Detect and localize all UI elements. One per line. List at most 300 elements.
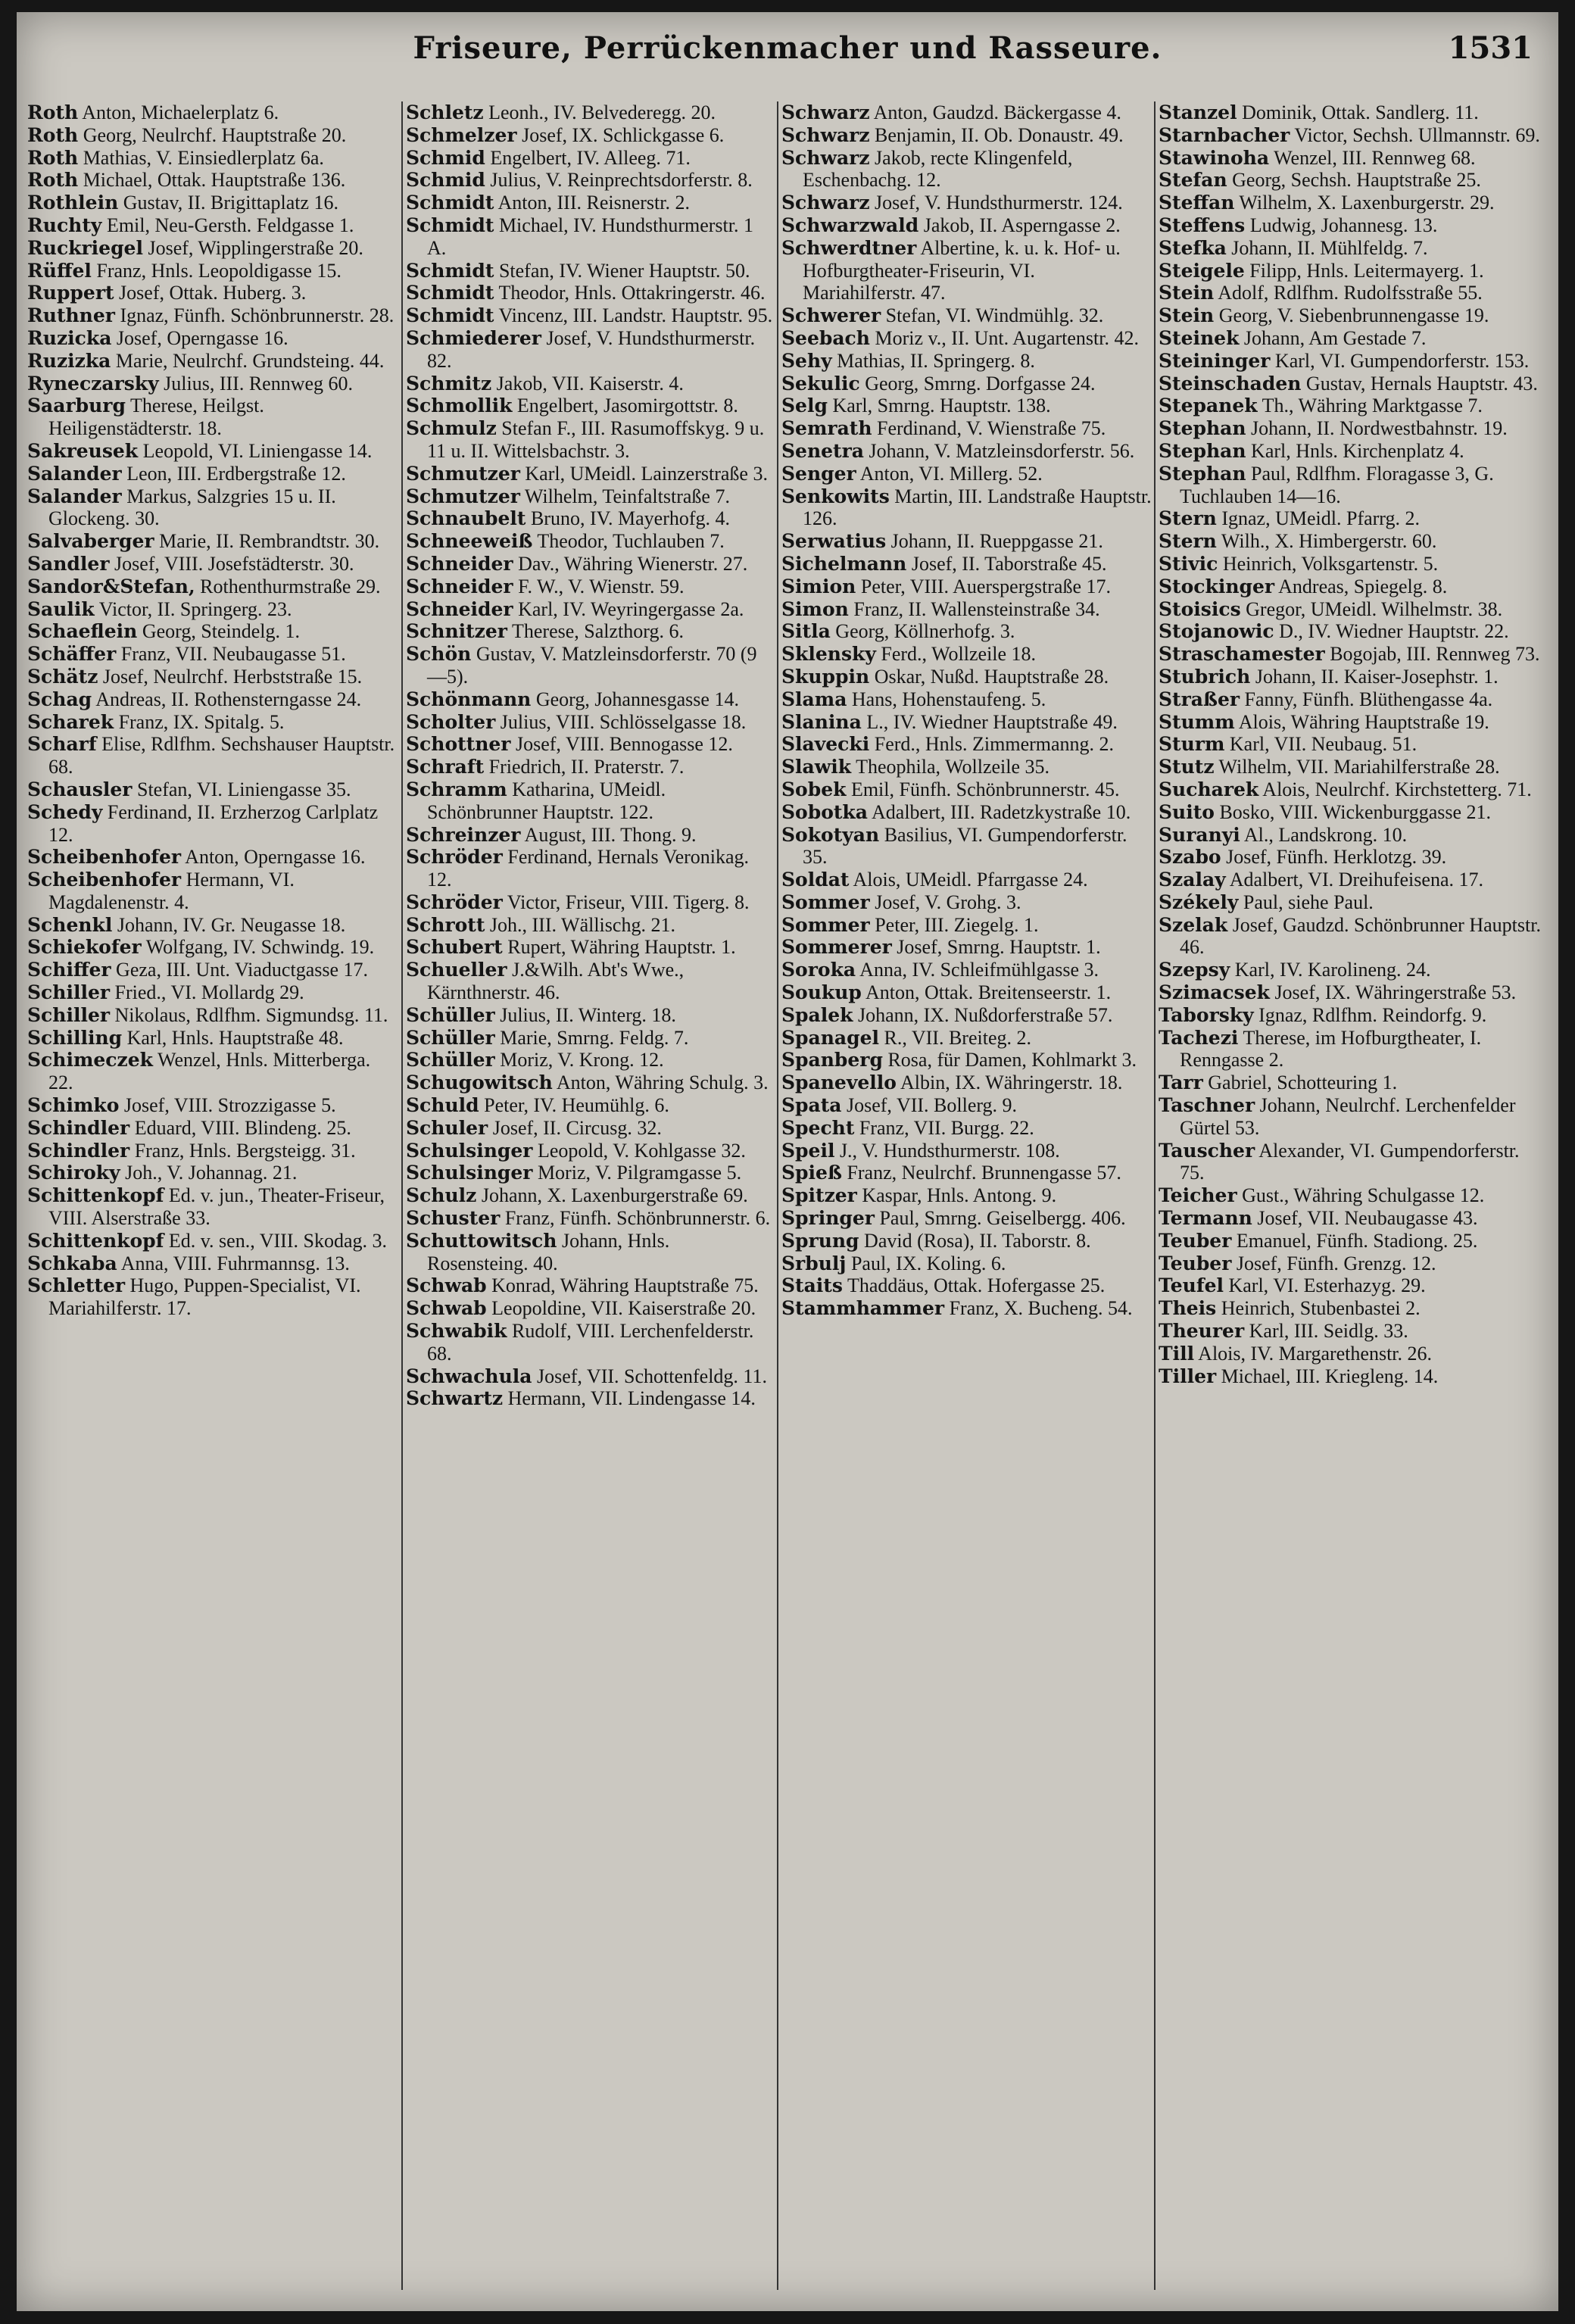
entry-details: Joh., III. Wällischg. 21. — [485, 913, 675, 936]
entry-surname: Schreinzer — [406, 823, 521, 846]
entry-details: Leopold, VI. Liniengasse 14. — [138, 439, 373, 462]
entry-surname: Szimacsek — [1159, 981, 1270, 1004]
entry-details: Josef, VIII. Josefstädterstr. 30. — [109, 552, 354, 575]
entry-surname: Schätz — [27, 665, 98, 688]
entry-details: Georg, Smrng. Dorfgasse 24. — [859, 372, 1096, 395]
entry-details: Rothenthurmstraße 29. — [195, 575, 381, 597]
entry-surname: Stockinger — [1159, 575, 1275, 597]
directory-entry — [27, 440, 400, 463]
entry-details: Georg, V. Siebenbrunnengasse 19. — [1214, 304, 1489, 327]
directory-entry — [781, 463, 1152, 485]
entry-details: Paul, IX. Koling. 6. — [846, 1252, 1006, 1274]
entry-surname: Slanina — [781, 710, 862, 733]
entry-surname: Ruckriegel — [27, 236, 143, 259]
entry-details: Josef, V. Grohg. 3. — [869, 891, 1021, 913]
entry-surname: Soldat — [781, 869, 850, 891]
entry-surname: Schneeweiß — [406, 530, 533, 553]
entry-surname: Schugowitsch — [406, 1072, 553, 1094]
entry-details: Emanuel, Fünfh. Stadiong. 25. — [1231, 1229, 1478, 1252]
entry-surname: Sommer — [781, 913, 870, 936]
directory-entry — [1159, 553, 1545, 576]
entry-details: Karl, Hnls. Kirchenplatz 4. — [1246, 439, 1464, 462]
entry-surname: Schrott — [406, 913, 485, 936]
entry-surname: Steffan — [1159, 192, 1235, 214]
entry-details: Johann, Neulrchf. Lerchenfelder Gürtel 53. — [1180, 1094, 1516, 1139]
entry-details: Johann, II. Kaiser-Josephstr. 1. — [1250, 665, 1499, 688]
entry-details: Franz, Hnls. Bergsteigg. 31. — [129, 1139, 356, 1162]
entry-details: Therese, im Hofburgtheater, I. Renngasse 2. — [1180, 1026, 1482, 1072]
entry-details: Karl, IV. Weyringergasse 2a. — [513, 597, 744, 620]
directory-entry — [781, 530, 1152, 553]
entry-surname: Speil — [781, 1139, 835, 1162]
entry-details: Josef, Wipplingerstraße 20. — [142, 236, 363, 259]
directory-entry — [406, 417, 775, 463]
entry-surname: Suranyi — [1159, 823, 1240, 846]
directory-entry — [27, 304, 400, 327]
entry-details: Johann, X. Laxenburgerstraße 69. — [476, 1184, 748, 1207]
directory-entry — [781, 553, 1152, 576]
directory-entry — [1159, 373, 1545, 395]
entry-surname: Stein — [1159, 304, 1215, 327]
directory-entry — [1159, 237, 1545, 260]
entry-details: Fanny, Fünfh. Blüthengasse 4a. — [1240, 688, 1493, 710]
entry-details: Konrad, Währing Hauptstraße 75. — [486, 1274, 759, 1297]
directory-entry — [1159, 576, 1545, 598]
entry-surname: Steinek — [1159, 326, 1240, 349]
directory-entry — [1159, 1297, 1545, 1320]
entry-surname: Schubert — [406, 936, 503, 959]
entry-surname: Schwabik — [406, 1320, 507, 1343]
entry-surname: Schwerdtner — [781, 236, 917, 259]
entry-details: Emil, Fünfh. Schönbrunnerstr. 45. — [846, 778, 1120, 800]
entry-details: Gustav, Hernals Hauptstr. 43. — [1301, 372, 1538, 395]
entry-surname: Stivic — [1159, 552, 1218, 575]
entry-details: Anton, Gaudzd. Bäckergasse 4. — [869, 101, 1121, 123]
directory-entry — [781, 1094, 1152, 1117]
entry-surname: Roth — [27, 146, 79, 169]
directory-entry — [781, 1140, 1152, 1162]
entry-details: Franz, VII. Burgg. 22. — [854, 1116, 1034, 1139]
directory-entry — [27, 620, 400, 643]
entry-surname: Schmutzer — [406, 485, 520, 507]
entry-surname: Schmid — [406, 169, 485, 192]
entry-surname: Salander — [27, 462, 122, 485]
directory-entry — [781, 1049, 1152, 1072]
directory-entry — [781, 1072, 1152, 1094]
entry-surname: Termann — [1159, 1207, 1252, 1230]
entry-surname: Sommerer — [781, 936, 892, 959]
directory-entry — [1159, 1252, 1545, 1275]
entry-surname: Schmutzer — [406, 462, 520, 485]
entry-details: F. W., V. Wienstr. 59. — [513, 575, 685, 597]
entry-details: Josef, VII. Neubaugasse 43. — [1252, 1207, 1478, 1230]
directory-entry — [1159, 1320, 1545, 1343]
entry-details: Karl, VI. Esterhazyg. 29. — [1223, 1274, 1426, 1297]
directory-entry — [781, 981, 1152, 1004]
entry-surname: Schiffer — [27, 959, 111, 981]
page-header — [17, 30, 1558, 83]
directory-entry — [781, 959, 1152, 981]
directory-entry — [27, 598, 400, 621]
entry-surname: Schramm — [406, 778, 507, 800]
entry-surname: Sobotka — [781, 800, 868, 823]
entry-details: Engelbert, IV. Alleeg. 71. — [485, 146, 691, 169]
entry-surname: Sitla — [781, 620, 831, 643]
directory-entry — [406, 688, 775, 711]
directory-entry — [781, 237, 1152, 304]
entry-details: Josef, VII. Bollerg. 9. — [841, 1094, 1018, 1117]
entry-surname: Teufel — [1159, 1274, 1224, 1297]
entry-surname: Slawik — [781, 756, 852, 778]
directory-entry — [1159, 756, 1545, 778]
entry-details: Franz, Neulrchf. Brunnengasse 57. — [841, 1162, 1121, 1184]
entry-surname: Senkowits — [781, 485, 890, 507]
entry-details: Bogojab, III. Rennweg 73. — [1324, 643, 1540, 666]
entry-details: Theodor, Tuchlauben 7. — [532, 530, 725, 553]
directory-entry — [27, 959, 400, 981]
entry-surname: Sandor&Stefan, — [27, 575, 195, 597]
entry-surname: Straßer — [1159, 688, 1240, 710]
entry-details: Franz, Fünfh. Schönbrunnerstr. 6. — [500, 1207, 771, 1230]
directory-entry — [1159, 1365, 1545, 1388]
directory-entry — [406, 214, 775, 260]
entry-surname: Schmidt — [406, 304, 494, 327]
entry-details: Albertine, k. u. k. Hof- u. Hofburgtheater-Friseurin, VI. Mariahilferstr. 47. — [803, 236, 1121, 304]
entry-details: Josef, II. Taborstraße 45. — [906, 552, 1107, 575]
directory-entry — [406, 282, 775, 304]
directory-entry — [27, 936, 400, 959]
directory-entry — [1159, 260, 1545, 282]
entry-details: Johann, II. Mühlfeldg. 7. — [1226, 236, 1428, 259]
entry-details: Michael, III. Kriegleng. 14. — [1216, 1365, 1439, 1387]
directory-entry — [27, 778, 400, 801]
entry-surname: Schittenkopf — [27, 1229, 164, 1252]
entry-details: Karl, III. Seidlg. 33. — [1244, 1320, 1408, 1343]
entry-details: Theodor, Hnls. Ottakringerstr. 46. — [494, 282, 766, 304]
directory-entry — [406, 1117, 775, 1140]
entry-surname: Schmulz — [406, 417, 497, 440]
entry-surname: Stoisics — [1159, 597, 1241, 620]
entry-details: Wolfgang, IV. Schwindg. 19. — [141, 936, 375, 959]
directory-entry — [781, 756, 1152, 778]
entry-surname: Specht — [781, 1116, 855, 1139]
entry-details: Elise, Rdlfhm. Sechshauser Hauptstr. 68. — [48, 733, 395, 778]
column-divider — [777, 101, 778, 2290]
entry-surname: Sobek — [781, 778, 847, 800]
entry-surname: Selg — [781, 395, 828, 417]
entry-surname: Schmidt — [406, 214, 494, 236]
directory-entry — [1159, 778, 1545, 801]
directory-entry — [1159, 801, 1545, 824]
entry-details: J.&Wilh. Abt's Wwe., Kärnthnerstr. 46. — [427, 959, 685, 1004]
entry-surname: Schwab — [406, 1274, 487, 1297]
directory-entry — [406, 101, 775, 124]
entry-details: R., VII. Breiteg. 2. — [879, 1026, 1031, 1049]
entry-details: Georg, Sechsh. Hauptstraße 25. — [1227, 169, 1481, 192]
entry-surname: Schulsinger — [406, 1139, 533, 1162]
entry-surname: Ruzicka — [27, 326, 112, 349]
directory-entry — [781, 869, 1152, 891]
entry-details: Vincenz, III. Landstr. Hauptstr. 95. — [494, 304, 773, 327]
entry-surname: Tauscher — [1159, 1139, 1255, 1162]
entry-details: Paul, siehe Paul. — [1238, 891, 1374, 913]
entry-details: Hermann, VI. Magdalenenstr. 4. — [48, 869, 295, 913]
entry-surname: Tarr — [1159, 1072, 1203, 1094]
entry-details: Wenzel, Hnls. Mitterberga. 22. — [48, 1049, 371, 1094]
entry-details: Gregor, UMeidl. Wilhelmstr. 38. — [1240, 597, 1503, 620]
directory-entry — [27, 1252, 400, 1275]
entry-surname: Teuber — [1159, 1229, 1232, 1252]
entry-details: Julius, VIII. Schlösselgasse 18. — [495, 710, 747, 733]
directory-entry — [1159, 643, 1545, 666]
entry-details: Markus, Salzgries 15 u. II. Glockeng. 30. — [48, 485, 336, 530]
entry-details: Moriz v., II. Unt. Augartenstr. 42. — [869, 326, 1139, 349]
entry-surname: Scharf — [27, 733, 97, 756]
entry-surname: Staits — [781, 1274, 843, 1297]
directory-entry — [406, 1365, 775, 1388]
entry-surname: Spanagel — [781, 1026, 879, 1049]
entry-surname: Schimko — [27, 1094, 120, 1117]
entry-surname: Roth — [27, 123, 79, 146]
entry-details: Josef, VIII. Bennogasse 12. — [510, 733, 733, 756]
directory-entry — [781, 801, 1152, 824]
directory-entry — [27, 395, 400, 440]
directory-entry — [27, 733, 400, 778]
entry-details: Gustav, II. Brigittaplatz 16. — [118, 192, 339, 214]
directory-entry — [1159, 147, 1545, 170]
entry-details: Franz, X. Bucheng. 54. — [944, 1297, 1133, 1320]
entry-details: J., V. Hundsthurmerstr. 108. — [834, 1139, 1060, 1162]
entry-details: Anton, Ottak. Breitenseerstr. 1. — [861, 981, 1112, 1004]
entry-surname: Schröder — [406, 846, 503, 869]
entry-details: Franz, VII. Neubaugasse 51. — [116, 643, 346, 666]
entry-details: Anton, VI. Millerg. 52. — [856, 462, 1043, 485]
entry-surname: Schuttowitsch — [406, 1229, 557, 1252]
directory-entry — [1159, 891, 1545, 914]
entry-details: Hans, Hohenstaufeng. 5. — [847, 688, 1046, 710]
entry-details: Stefan, IV. Wiener Hauptstr. 50. — [494, 259, 750, 282]
directory-entry — [1159, 846, 1545, 869]
entry-details: Bosko, VIII. Wickenburggasse 21. — [1214, 800, 1492, 823]
entry-surname: Schneider — [406, 597, 513, 620]
entry-details: Wenzel, III. Rennweg 68. — [1269, 146, 1476, 169]
entry-surname: Stammhammer — [781, 1297, 945, 1320]
directory-entry — [27, 1162, 400, 1184]
directory-entry — [27, 553, 400, 576]
directory-entry — [27, 666, 400, 688]
directory-entry — [27, 463, 400, 485]
directory-entry — [1159, 530, 1545, 553]
entry-surname: Schausler — [27, 778, 133, 800]
entry-surname: Suito — [1159, 800, 1215, 823]
entry-details: Moriz, V. Krong. 12. — [494, 1049, 664, 1072]
entry-surname: Stephan — [1159, 417, 1246, 440]
directory-entry — [27, 124, 400, 147]
directory-entry — [781, 214, 1152, 237]
entry-surname: Schedy — [27, 800, 103, 823]
entry-surname: Stawinoha — [1159, 146, 1270, 169]
entry-details: Ludwig, Johannesg. 13. — [1245, 214, 1438, 236]
directory-entry — [406, 936, 775, 959]
directory-entry — [406, 553, 775, 576]
entry-surname: Schönmann — [406, 688, 532, 710]
entry-details: August, III. Thong. 9. — [520, 823, 697, 846]
entry-details: Josef, V. Hundsthurmerstr. 82. — [427, 326, 756, 372]
entry-surname: Stern — [1159, 507, 1217, 530]
entry-details: Victor, Sechsh. Ullmannstr. 69. — [1290, 123, 1540, 146]
directory-entry — [406, 507, 775, 530]
entry-surname: Saulik — [27, 597, 95, 620]
entry-details: Alexander, VI. Gumpendorferstr. 75. — [1180, 1139, 1520, 1184]
entry-surname: Schwarz — [781, 192, 870, 214]
entry-surname: Semrath — [781, 417, 872, 440]
entry-surname: Schüller — [406, 1049, 495, 1072]
directory-entry — [27, 1274, 400, 1320]
directory-entry — [27, 801, 400, 847]
entry-details: Josef, Fünfh. Herklotzg. 39. — [1221, 846, 1447, 869]
directory-entry — [27, 1027, 400, 1050]
entry-details: Josef, Operngasse 16. — [111, 326, 288, 349]
entry-surname: Stefan — [1159, 169, 1227, 192]
entry-surname: Schüller — [406, 1026, 495, 1049]
entry-details: Wilhelm, VII. Mariahilferstraße 28. — [1214, 756, 1500, 778]
directory-entry — [1159, 1207, 1545, 1230]
directory-entry — [781, 1162, 1152, 1184]
entry-surname: Tachezi — [1159, 1026, 1239, 1049]
entry-details: Albin, IX. Währingerstr. 18. — [896, 1072, 1123, 1094]
directory-entry — [781, 711, 1152, 734]
entry-details: Wilhelm, X. Laxenburgerstr. 29. — [1234, 192, 1495, 214]
directory-entry — [1159, 395, 1545, 417]
directory-entry — [406, 778, 775, 824]
entry-details: Gabriel, Schotteuring 1. — [1202, 1072, 1398, 1094]
entry-details: Kaspar, Hnls. Antong. 9. — [856, 1184, 1057, 1207]
entry-details: Gust., Währing Schulgasse 12. — [1237, 1184, 1485, 1207]
directory-entry — [781, 891, 1152, 914]
directory-entry — [27, 327, 400, 350]
entry-surname: Schmidt — [406, 282, 494, 304]
entry-details: David (Rosa), II. Taborstr. 8. — [859, 1229, 1091, 1252]
entry-details: Katharina, UMeidl. Schönbrunner Hauptstr. 122. — [427, 778, 666, 823]
directory-entry — [1159, 169, 1545, 192]
directory-entry — [1159, 598, 1545, 621]
entry-details: Peter, III. Ziegelg. 1. — [869, 913, 1039, 936]
entry-details: Ed. v. sen., VIII. Skodag. 3. — [164, 1229, 387, 1252]
entry-details: Georg, Steindelg. 1. — [137, 620, 301, 643]
directory-entry — [1159, 214, 1545, 237]
entry-surname: Scheibenhofer — [27, 846, 182, 869]
entry-details: Moriz, V. Pilgramgasse 5. — [532, 1162, 742, 1184]
entry-details: Karl, Hnls. Hauptstraße 48. — [122, 1026, 344, 1049]
directory-entry — [27, 237, 400, 260]
entry-surname: Srbulj — [781, 1252, 847, 1274]
entry-surname: Seebach — [781, 326, 870, 349]
entry-surname: Schwarz — [781, 101, 870, 123]
entry-surname: Straschamester — [1159, 643, 1325, 666]
entry-details: Rudolf, VIII. Lerchenfelderstr. 68. — [427, 1320, 754, 1365]
entry-details: Engelbert, Jasomirgottstr. 8. — [512, 395, 738, 417]
directory-entry — [406, 756, 775, 778]
entry-surname: Schwachula — [406, 1365, 532, 1387]
entry-surname: Sturm — [1159, 733, 1225, 756]
entry-details: Ignaz, UMeidl. Pfarrg. 2. — [1216, 507, 1420, 530]
entry-details: Adalbert, VI. Dreihufeisena. 17. — [1225, 869, 1483, 891]
entry-details: Josef, VIII. Strozzigasse 5. — [119, 1094, 336, 1117]
entry-surname: Schwarz — [781, 123, 870, 146]
entry-details: Andreas, Spiegelg. 8. — [1274, 575, 1448, 597]
directory-entry — [781, 395, 1152, 417]
entry-details: Ferdinand, II. Erzherzog Carlplatz 12. — [48, 800, 379, 846]
entry-details: Michael, IV. Hundsthurmerstr. 1 A. — [427, 214, 753, 259]
directory-entry — [406, 620, 775, 643]
entry-surname: Scheibenhofer — [27, 869, 182, 891]
entry-details: Geza, III. Unt. Viaductgasse 17. — [111, 959, 369, 981]
entry-surname: Schindler — [27, 1139, 130, 1162]
entry-details: Josef, Smrng. Hauptstr. 1. — [891, 936, 1101, 959]
entry-surname: Tiller — [1159, 1365, 1217, 1387]
entry-surname: Schletter — [27, 1274, 126, 1297]
entry-details: Peter, IV. Heumühlg. 6. — [479, 1094, 669, 1117]
entry-details: Leopoldine, VII. Kaiserstraße 20. — [486, 1297, 756, 1320]
directory-entry — [781, 304, 1152, 327]
directory-entry — [781, 936, 1152, 959]
entry-details: Josef, IX. Schlickgasse 6. — [516, 123, 725, 146]
directory-entry — [781, 643, 1152, 666]
entry-surname: Sakreusek — [27, 439, 139, 462]
directory-entry — [406, 1184, 775, 1207]
directory-entry — [27, 1184, 400, 1230]
entry-details: Rosa, für Damen, Kohlmarkt 3. — [882, 1049, 1137, 1072]
entry-surname: Theis — [1159, 1297, 1217, 1320]
directory-entry — [27, 643, 400, 666]
directory-entry — [406, 485, 775, 508]
entry-surname: Schuld — [406, 1094, 479, 1117]
directory-entry — [27, 846, 400, 869]
directory-entry — [1159, 304, 1545, 327]
directory-entry — [1159, 666, 1545, 688]
entry-surname: Schag — [27, 688, 92, 710]
entry-details: Georg, Johannesgasse 14. — [531, 688, 739, 710]
directory-entry — [406, 1049, 775, 1072]
directory-entry — [406, 824, 775, 847]
entry-details: Josef, II. Circusg. 32. — [488, 1116, 662, 1139]
entry-details: Anna, IV. Schleifmühlgasse 3. — [856, 959, 1099, 981]
directory-entry — [406, 395, 775, 417]
directory-entry — [1159, 350, 1545, 373]
directory-entry — [1159, 824, 1545, 847]
directory-entry — [1159, 959, 1545, 981]
entry-surname: Schäffer — [27, 643, 117, 666]
entry-surname: Schneider — [406, 575, 513, 597]
entry-surname: Sklensky — [781, 643, 876, 666]
directory-entry — [1159, 417, 1545, 440]
directory-entry — [406, 530, 775, 553]
entry-details: Leonh., IV. Belvederegg. 20. — [483, 101, 716, 123]
entry-surname: Schmollik — [406, 395, 513, 417]
directory-entry — [1159, 869, 1545, 891]
entry-details: Johann, V. Matzleinsdorferstr. 56. — [863, 439, 1135, 462]
entry-surname: Schröder — [406, 891, 503, 913]
directory-entry — [406, 1230, 775, 1275]
directory-entry — [781, 1184, 1152, 1207]
entry-surname: Stern — [1159, 530, 1217, 553]
directory-entry — [1159, 440, 1545, 463]
entry-surname: Slama — [781, 688, 847, 710]
directory-entry — [1159, 733, 1545, 756]
entry-surname: Schmidt — [406, 192, 494, 214]
directory-entry — [781, 101, 1152, 124]
directory-entry — [781, 576, 1152, 598]
